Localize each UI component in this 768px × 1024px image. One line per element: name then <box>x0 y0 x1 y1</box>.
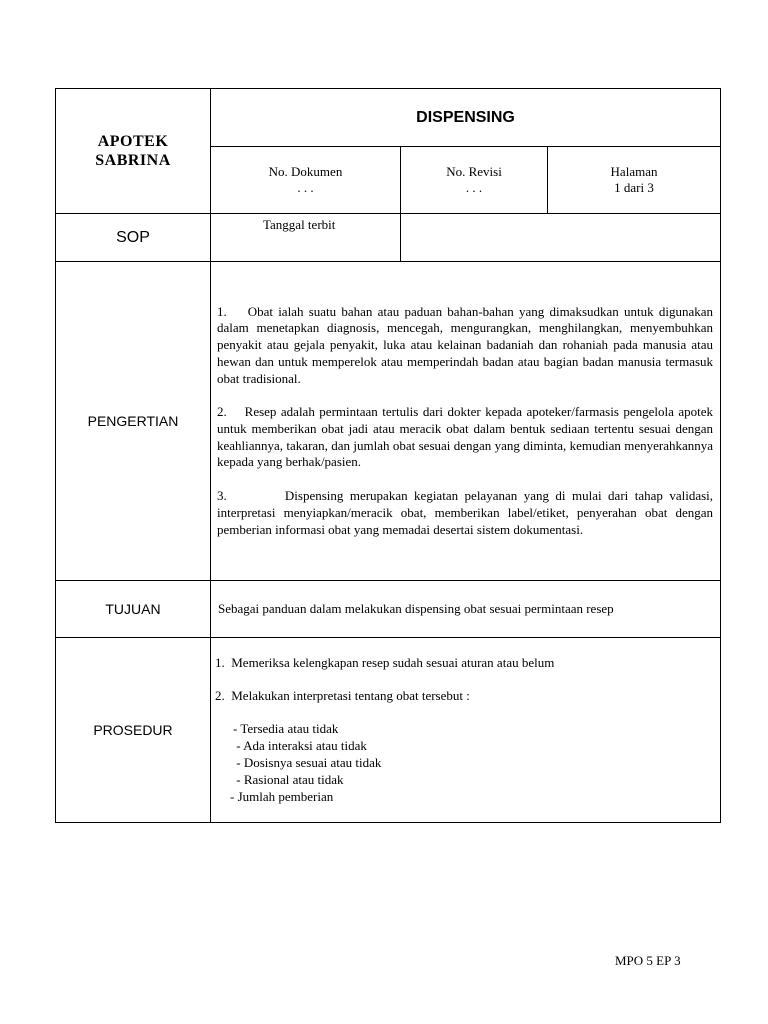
no-dokumen-cell <box>211 147 401 214</box>
prosedur-step-1: 1. Memeriksa kelengkapan resep sudah sesuai aturan atau belum <box>215 655 555 670</box>
prosedur-step-2: 2. Melakukan interpretasi tentang obat tersebut : <box>215 688 470 703</box>
prosedur-content <box>211 638 721 823</box>
tanggal-terbit-value <box>401 214 721 262</box>
sop-label: SOP <box>56 214 211 262</box>
prosedur-subitem-2: - Ada interaksi atau tidak <box>233 738 367 753</box>
prosedur-subitem-1: - Tersedia atau tidak <box>233 721 339 736</box>
prosedur-label: PROSEDUR <box>56 638 211 823</box>
no-revisi-value: . . . <box>465 180 483 195</box>
pengertian-content <box>211 262 721 581</box>
document-title: DISPENSING <box>211 89 721 147</box>
organization-line2: SABRINA <box>95 152 171 169</box>
tujuan-content: Sebagai panduan dalam melakukan dispensing obat sesuai permintaan resep <box>211 581 721 638</box>
pengertian-item-1: 1. Obat ialah suatu bahan atau paduan bahan-bahan yang dimaksudkan untuk digunakan dalam menetapkan diagnosis, mencegah, mengurangkan, menghilangkan, menyembuhkan penyakit atau gejala penyakit, luka atau kelainan badaniah dan rohaniah pada manusia atau hewan dan untuk memperelok atau memperindah badan atau bagian badan manusia termasuk obat tradisional. <box>217 303 714 386</box>
no-revisi-label: No. Revisi <box>446 164 502 179</box>
sop-document-table <box>55 88 721 823</box>
halaman-value: 1 dari 3 <box>614 180 654 195</box>
organization-name <box>56 89 211 214</box>
pengertian-item-2: 2. Resep adalah permintaan tertulis dari dokter kepada apoteker/farmasis pengelola apotek untuk memberikan obat jadi atau meracik obat dalam bentuk sediaan tertentu sesuai dengan keahliannya, takaran, dan jumlah obat sesuai dengan yang diminta, kemudian menyerahkannya kepada yang berhak/pasien. <box>217 404 714 470</box>
footer-code: MPO 5 EP 3 <box>615 953 681 968</box>
pengertian-label: PENGERTIAN <box>56 262 211 581</box>
tujuan-label: TUJUAN <box>56 581 211 638</box>
prosedur-subitem-3: - Dosisnya sesuai atau tidak <box>233 755 382 770</box>
no-dokumen-value: . . . <box>297 180 314 195</box>
prosedur-subitem-4: - Rasional atau tidak <box>233 772 344 787</box>
halaman-label: Halaman <box>610 164 658 179</box>
halaman-cell <box>548 147 721 214</box>
organization-line1: APOTEK <box>97 133 169 150</box>
tanggal-terbit-label: Tanggal terbit <box>211 214 401 262</box>
prosedur-subitems <box>215 720 720 805</box>
no-revisi-cell <box>401 147 548 214</box>
prosedur-subitem-5: - Jumlah pemberian <box>230 789 334 804</box>
no-dokumen-label: No. Dokumen <box>268 164 343 179</box>
pengertian-item-3: 3. Dispensing merupakan kegiatan pelayanan yang di mulai dari tahap validasi, interpretasi menyiapkan/meracik obat, memberikan label/etiket, penyerahan obat dengan pemberian informasi obat yang memadai desertai sistem dokumentasi. <box>217 488 714 537</box>
